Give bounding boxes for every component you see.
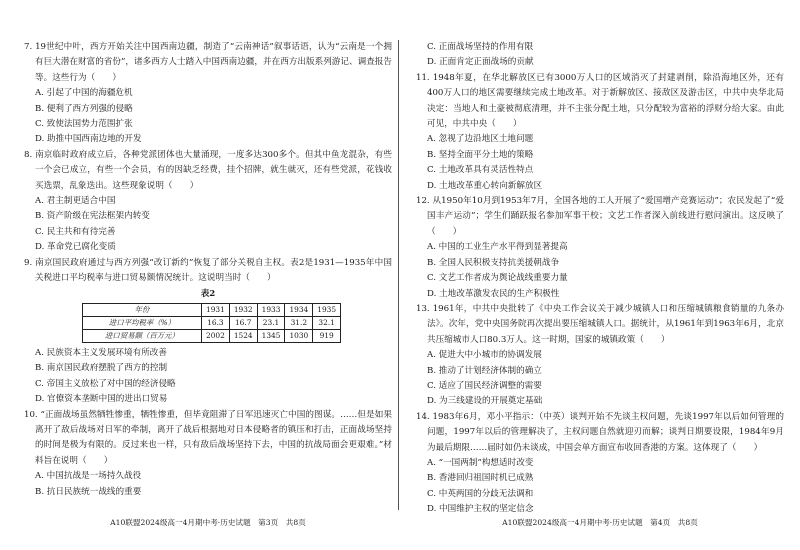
option-13a: A. 促进大中小城市的协调发展 <box>427 350 542 361</box>
question-14-stem: 14. 1983年6月，邓小平指示：（中英）谈判开始不先谈主权问题，先谈1997年以后如何管理的问题，1997年以后的管理解决了，主权问题自然就迎刃而解；谈判日期要设限，1984年9月为最后期限……届时如仍未谈成，中国会单方面宣布收回香港的方案。这体现了（ ） <box>416 411 784 453</box>
table-cell: 23.1 <box>257 316 285 329</box>
option-11d: D. 土地改革重心转向新解放区 <box>427 180 543 191</box>
table-cell: 2002 <box>202 329 230 342</box>
table-cell: 1933 <box>257 303 285 316</box>
question-14 <box>416 410 784 518</box>
option-10c: C. 正面战场坚持的作用有限 <box>427 42 534 52</box>
table-cell: 1932 <box>229 303 257 316</box>
table-row <box>83 316 341 329</box>
option-8d: D. 革命党已腐化变质 <box>35 242 116 253</box>
footer-page-3: A10联盟2024级高一4月期中考·历史试题 第3页 共8页 <box>110 518 306 527</box>
table-cell: 1345 <box>257 329 285 342</box>
option-14d: D. 中国维护主权的坚定信念 <box>427 504 534 515</box>
table-cell: 16.3 <box>202 316 230 329</box>
option-14b: B. 香港回归祖国时机已成熟 <box>427 473 534 484</box>
question-8-stem: 8. 南京临时政府成立后，各种党派团体也大量涌现，一度多达300多个。但其中鱼龙混杂，有些一个会已成立，有些一个会员，有的因缺乏经费，挂个招牌，就生就灭，还有些党派，花钱收买选票，乱象迭出。这些现象说明（ ） <box>24 149 392 191</box>
table-cell: 1935 <box>313 303 341 316</box>
option-7d: D. 助推中国西南边地的开发 <box>35 134 142 145</box>
question-11-stem: 11. 1948年夏，在华北解放区已有3000万人口的区域消灭了封建剥削，除沿海地区外，还有400万人口的地区需要继续完成土地改革。对于新解放区、接敌区及游击区，中共中央华北局决定：当地人和土豪被彻底清理，并不主张分配土地，只分配较为富裕的浮财分给大家。由此可见，中共中央（ ） <box>416 72 784 130</box>
question-11 <box>416 71 784 194</box>
option-11b: B. 坚持全面平分土地的策略 <box>427 149 534 160</box>
table-2 <box>82 303 341 343</box>
option-9a: A. 民族资本主义发展环境有所改善 <box>35 347 167 358</box>
table-2-title: 表2 <box>200 288 216 299</box>
option-7b: B. 便利了西方列强的侵略 <box>35 103 133 114</box>
question-7 <box>24 40 392 148</box>
option-12a: A. 中国的工业生产水平得到显著提高 <box>427 242 568 253</box>
option-13c: C. 适应了国民经济调整的需要 <box>427 380 542 391</box>
option-13d: D. 为三线建设的开展奠定基础 <box>427 396 543 407</box>
table-cell: 进口贸易额（百万元） <box>83 329 202 342</box>
option-8c: C. 民主共和有待完善 <box>35 226 116 237</box>
option-13b: B. 推动了计划经济体制的确立 <box>427 365 542 376</box>
table-cell: 1931 <box>202 303 230 316</box>
question-12-stem: 12. 从1950年10月到1953年7月，全国各地的工人开展了“爱国增产竞赛运动”；农民发起了“爱国丰产运动”；学生们踊跃报名参加军事干校；文艺工作者深入前线进行慰问演出。这反映了（ ） <box>416 196 784 237</box>
question-8 <box>24 148 392 256</box>
question-13-stem: 13. 1961年，中共中央批转了《中央工作会议关于减少城镇人口和压缩城镇粮食销量的九条办法》。次年，党中央国务院再次提出要压缩城镇人口。据统计，从1961年到1963年6月，北京共压缩城市人口80.3万人。这一时期，国家的城镇政策（ ） <box>416 303 784 345</box>
table-cell: 进口平均税率（%） <box>83 316 202 329</box>
table-cell: 1524 <box>229 329 257 342</box>
question-9-stem: 9. 南京国民政府通过与西方列强“改订新约”恢复了部分关税自主权。表2是1931—1935年中国关税进口平均税率与进口贸易额情况统计。这说明当时（ ） <box>24 257 392 284</box>
option-9d: D. 官僚资本垄断中国的进出口贸易 <box>35 394 168 405</box>
table-cell: 1030 <box>285 329 313 342</box>
table-cell: 年份 <box>83 303 202 316</box>
question-14-options <box>416 456 784 518</box>
table-cell: 1934 <box>285 303 313 316</box>
question-8-options <box>24 194 392 256</box>
page-divider <box>398 40 399 510</box>
option-10d: D. 正面肯定正面战场的贡献 <box>427 57 534 68</box>
option-14a: A. “一国两制”构想适时改变 <box>427 457 534 468</box>
table-cell: 32.1 <box>313 316 341 329</box>
question-10-options-continued <box>416 40 784 71</box>
question-12-options <box>416 240 784 302</box>
question-11-options <box>416 132 784 194</box>
question-7-stem: 7. 19世纪中叶，西方开始关注中国西南边疆，制造了“云南神话”叙事话语，认为“云南是一个拥有巨大潜在财富的省份”，诸多西方人士踏入中国西南边疆，并在西方出版系列游记、调查报告等。这些行为（ ） <box>24 42 392 83</box>
table-cell: 16.7 <box>229 316 257 329</box>
right-page-column <box>416 40 784 518</box>
left-page-column <box>24 40 392 500</box>
option-10a: A. 中国抗战是一场持久战役 <box>35 471 142 482</box>
table-cell: 919 <box>313 329 341 342</box>
question-10-options <box>24 469 392 500</box>
question-7-options <box>24 86 392 148</box>
option-12d: D. 土地改革激发农民的生产积极性 <box>427 288 560 299</box>
question-10-stem: 10. “正面战场虽然牺牲惨重，牺牲惨重，但毕竟阻滞了日军迅速灭亡中国的图谋。……但是如果离开了敌后战场对日军的牵制，离开了战后根据地对日本侵略者的镇压和打击，正面战场坚持的时间是极为有限的。反过来也一样，只有敌后战场坚持下去，中国的抗战局面会更艰难。”材料旨在说明（ ） <box>24 409 392 466</box>
question-10-continued <box>416 40 784 71</box>
question-13-options <box>416 348 784 410</box>
option-12c: C. 文艺工作者成为舆论战线重要力量 <box>427 273 568 284</box>
option-7a: A. 引起了中国的海疆危机 <box>35 88 133 99</box>
table-row <box>83 303 341 316</box>
table-cell: 31.2 <box>285 316 313 329</box>
footer-page-4: A10联盟2024级高一4月期中考·历史试题 第4页 共8页 <box>502 518 698 527</box>
option-8a: A. 君主制更适合中国 <box>35 196 116 207</box>
option-10b: B. 抗日民族统一战线的重要 <box>35 486 142 497</box>
option-8b: B. 资产阶级在宪法框架内转变 <box>35 211 150 222</box>
question-10 <box>24 408 392 500</box>
question-12 <box>416 194 784 302</box>
option-11c: C. 土地改革具有灵活性特点 <box>427 165 534 176</box>
option-12b: B. 全国人民积极支持抗美援朝战争 <box>427 257 560 268</box>
option-7c: C. 致使法国势力范围扩张 <box>35 119 133 130</box>
question-13 <box>416 302 784 410</box>
option-14c: C. 中英两国的分歧无法调和 <box>427 488 534 499</box>
question-9-options <box>24 346 392 408</box>
option-11a: A. 忽视了边沿地区土地问题 <box>427 134 534 145</box>
option-9c: C. 帝国主义放松了对中国的经济侵略 <box>35 378 176 389</box>
option-9b: B. 南京国民政府摆脱了西方的控制 <box>35 363 168 374</box>
table-row <box>83 329 341 342</box>
question-9 <box>24 256 392 408</box>
